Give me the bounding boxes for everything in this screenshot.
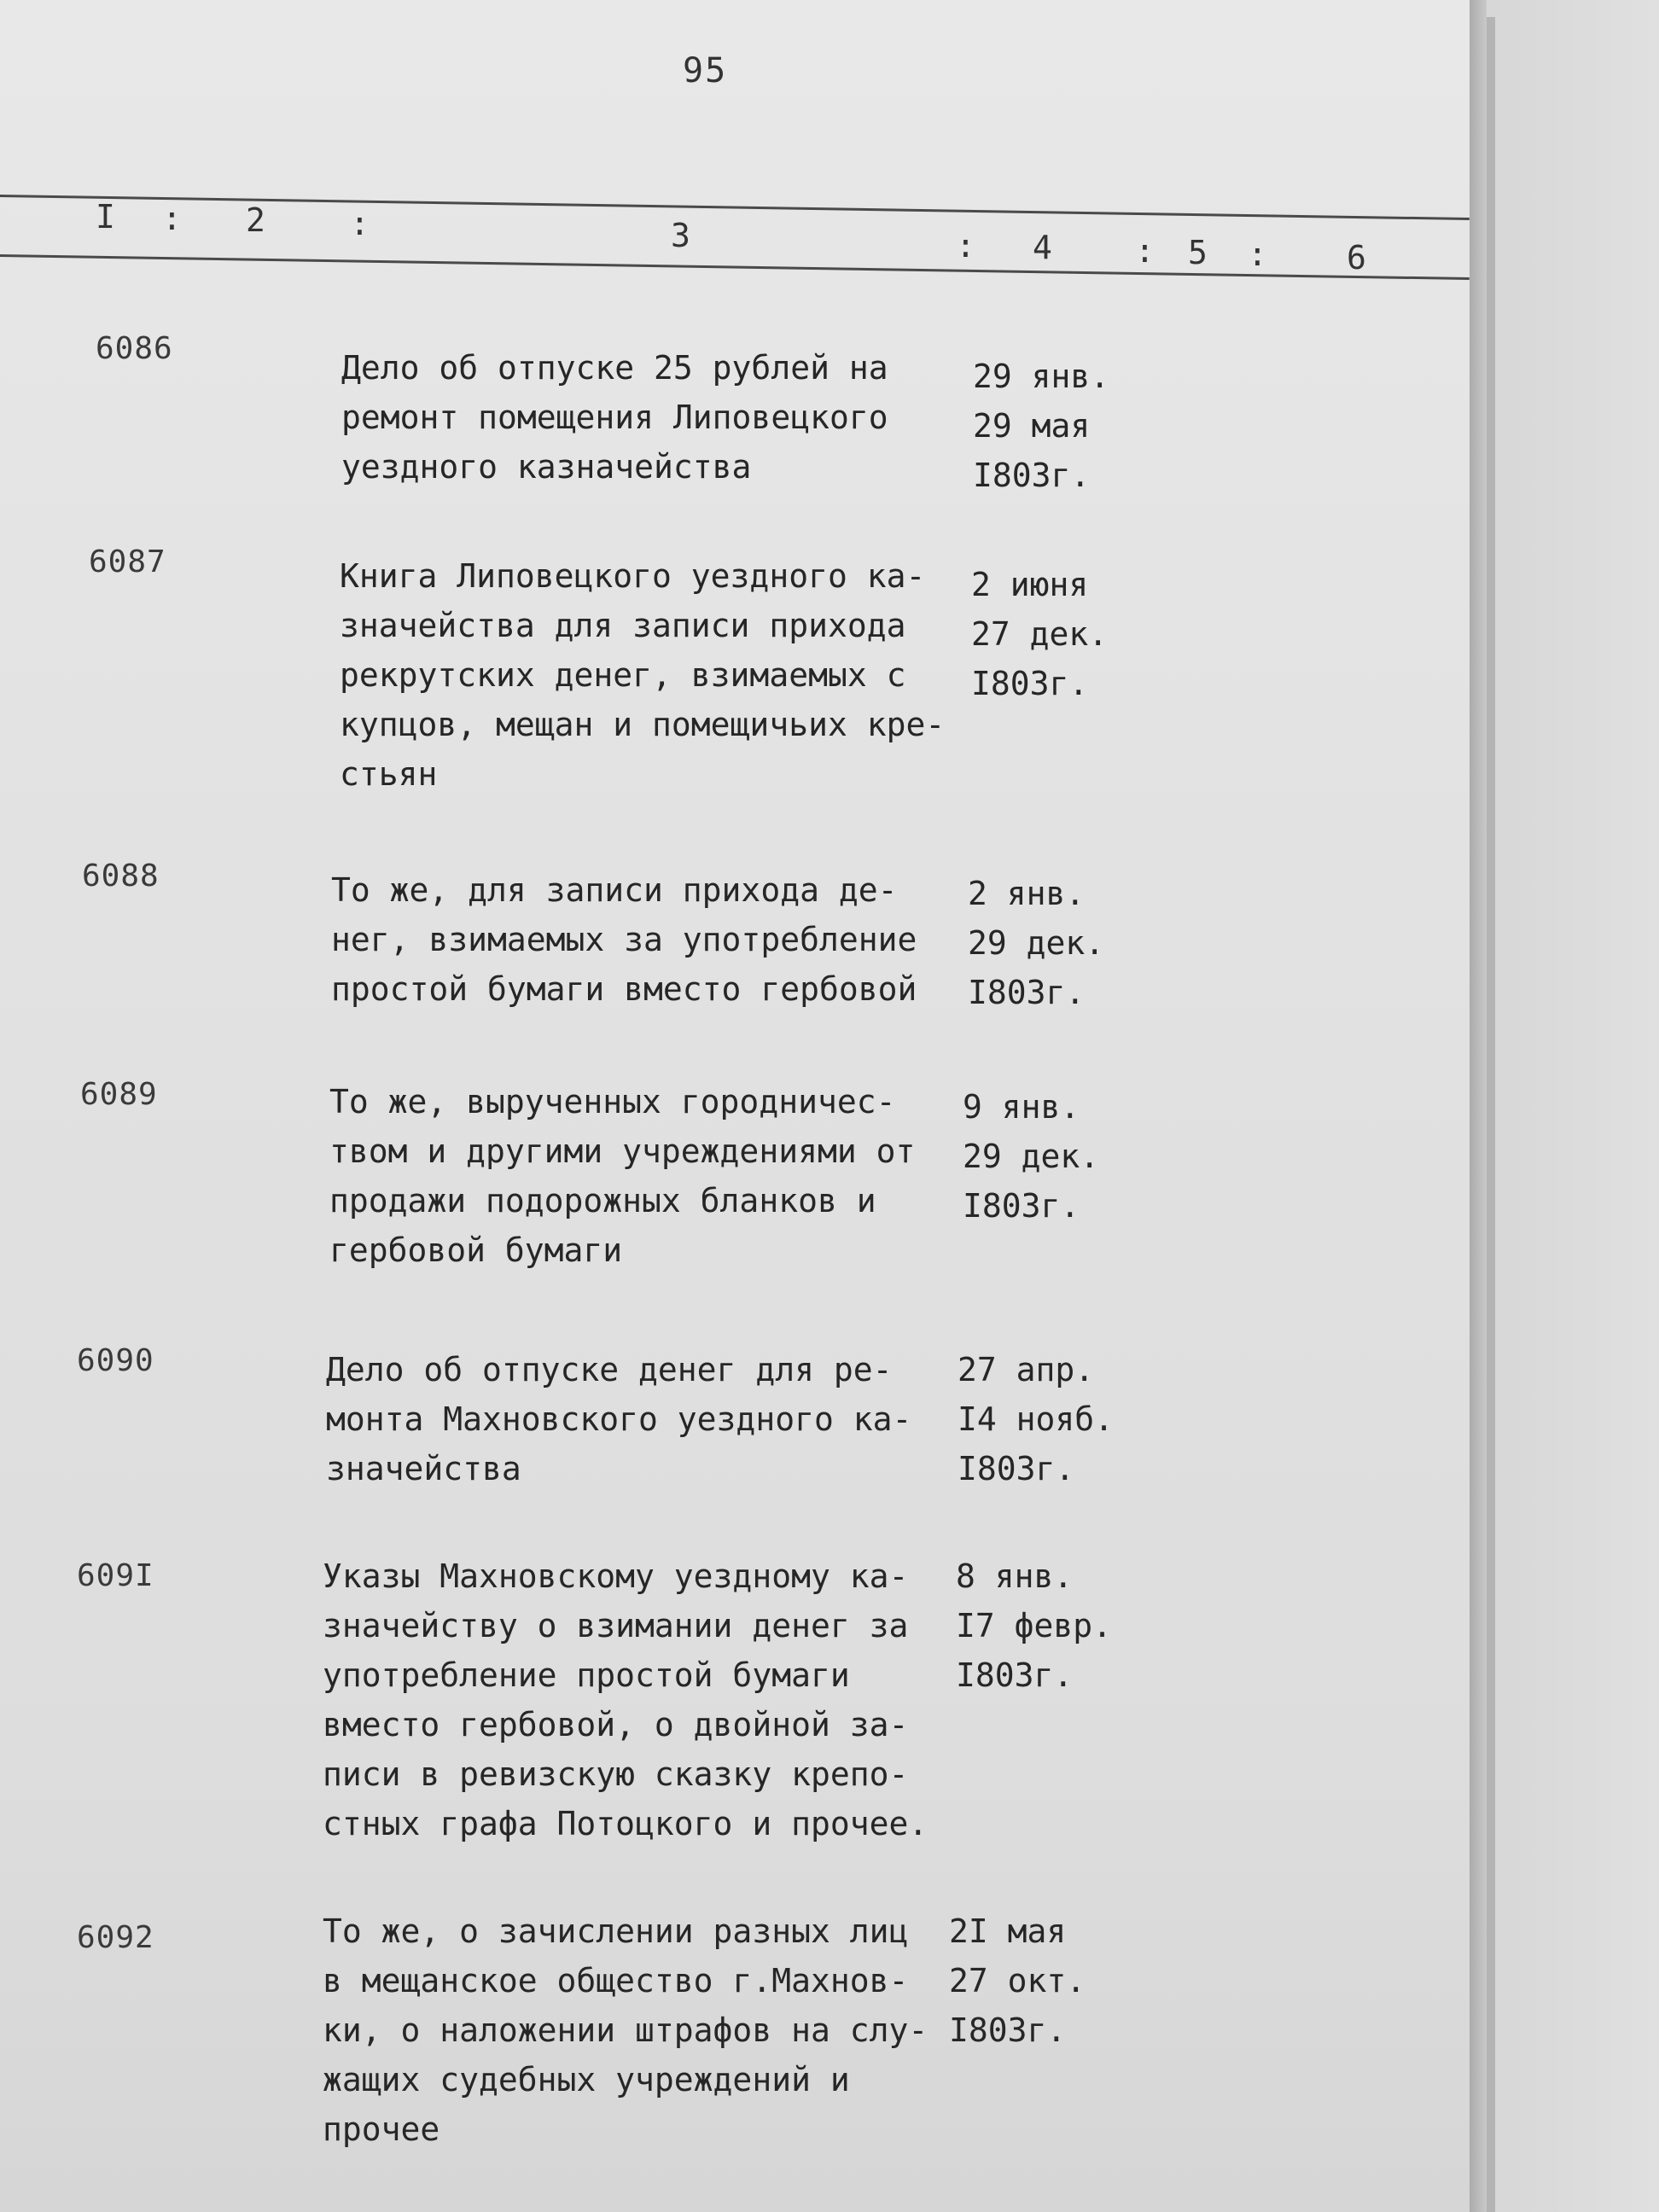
entry-description-line: ки, о наложении штрафов на слу- [323, 2011, 928, 2049]
column-header-3: 3 [671, 217, 690, 254]
entry-description-line: нег, взимаемых за употребление [331, 921, 917, 958]
entry-dates [958, 1345, 1145, 1493]
entry-date-end: 27 окт. [949, 1962, 1086, 2000]
entry-description-line: купцов, мещан и помещичьих кре- [340, 706, 946, 743]
entry-date-start: 2 июня [971, 566, 1089, 603]
entry-date-start: 9 янв. [963, 1088, 1080, 1126]
entry-dates [949, 1906, 1137, 2055]
entry-description-line: Дело об отпуске денег для ре- [326, 1351, 893, 1388]
entry-date-end: 27 дек. [971, 615, 1109, 653]
entry-description-line: То же, вырученных городничес- [329, 1083, 896, 1121]
entry-description [323, 1906, 971, 2154]
entry-description-line: монта Махновского уездного ка- [326, 1400, 912, 1438]
column-header-6: 6 [1347, 239, 1366, 276]
page-number: 95 [683, 51, 728, 90]
entry-description-line: Дело об отпуске 25 рублей на [341, 349, 888, 387]
entry-description-line: продажи подорожных бланков и [329, 1182, 876, 1220]
entry-date-end: 29 дек. [968, 924, 1105, 962]
column-separator: : [1248, 236, 1267, 273]
column-separator: : [1135, 232, 1155, 270]
entry-number: 6090 [77, 1343, 154, 1378]
entry-date-start: 8 янв. [956, 1557, 1074, 1595]
entry-description-line: рекрутских денег, взимаемых с [340, 656, 906, 694]
entry-date-end: I7 февр. [956, 1607, 1113, 1644]
entry-date-year: I803г. [963, 1187, 1080, 1225]
entry-description [329, 1077, 978, 1275]
entry-description-line: стьян [340, 755, 438, 793]
header-rule-top [0, 195, 1470, 220]
entry-date-start: 27 апр. [958, 1351, 1095, 1388]
entry-description-line: уездного казначейства [341, 448, 752, 486]
entry-number: 6092 [77, 1920, 154, 1955]
entry-dates [956, 1551, 1144, 1700]
entry-number: 609I [77, 1558, 154, 1593]
entry-description [331, 865, 980, 1014]
entry-description-line: в мещанское общество г.Махнов- [323, 1962, 909, 2000]
column-header-1: I [96, 198, 115, 236]
column-separator: : [956, 227, 975, 265]
entry-description-line: жащих судебных учреждений и [323, 2061, 850, 2098]
entry-description-line: значейства для записи прихода [340, 607, 906, 644]
entry-date-year: I803г. [971, 665, 1089, 702]
entry-number: 6086 [96, 331, 173, 366]
entry-description-line: употребление простой бумаги [323, 1656, 850, 1694]
entry-description-line: писи в ревизскую сказку крепо- [323, 1755, 909, 1793]
column-header-5: 5 [1188, 234, 1208, 271]
entry-description-line: вместо гербовой, о двойной за- [323, 1706, 909, 1743]
entry-date-end: I4 нояб. [958, 1400, 1115, 1438]
entry-description [326, 1345, 975, 1493]
entry-number: 6089 [80, 1077, 158, 1112]
entry-description-line: твом и другими учреждениями от [329, 1132, 916, 1170]
entry-date-end: 29 дек. [963, 1138, 1100, 1175]
entry-description-line: То же, для записи прихода де- [331, 871, 898, 909]
entry-date-start: 2I мая [949, 1912, 1067, 1950]
entry-dates [973, 352, 1161, 500]
entry-description-line: гербовой бумаги [329, 1231, 623, 1269]
entry-date-year: I803г. [949, 2011, 1067, 2049]
entry-date-year: I803г. [973, 457, 1091, 494]
entry-description-line: значейству о взимании денег за [323, 1607, 909, 1644]
entry-description-line: Указы Махновскому уездному ка- [323, 1557, 909, 1595]
entry-number: 6088 [82, 859, 160, 894]
entry-date-start: 29 янв. [973, 358, 1110, 395]
entry-description-line: простой бумаги вместо гербовой [331, 970, 917, 1008]
entry-date-year: I803г. [958, 1450, 1075, 1487]
entry-dates [971, 560, 1159, 708]
entry-date-end: 29 мая [973, 407, 1091, 445]
entry-date-year: I803г. [968, 974, 1086, 1011]
column-separator: : [350, 205, 370, 242]
column-separator: : [162, 200, 182, 237]
entry-date-year: I803г. [956, 1656, 1074, 1694]
entry-description [340, 551, 988, 799]
page-edge-line [1487, 17, 1495, 2212]
entry-description-line: То же, о зачислении разных лиц [323, 1912, 909, 1950]
entry-date-start: 2 янв. [968, 875, 1086, 912]
entry-description-line: значейства [326, 1450, 521, 1487]
entry-description-line: прочее [323, 2110, 440, 2148]
column-header-4: 4 [1033, 229, 1052, 266]
entry-number: 6087 [89, 544, 166, 579]
page-edge-shadow [1468, 0, 1487, 2212]
entry-description-line: Книга Липовецкого уездного ка- [340, 557, 926, 595]
column-header-2: 2 [246, 201, 265, 239]
entry-description [341, 343, 990, 492]
entry-description-line: ремонт помещения Липовецкого [341, 399, 888, 436]
entry-description-line: стных графа Потоцкого и прочее. [323, 1805, 928, 1842]
entry-dates [963, 1082, 1150, 1231]
entry-description [323, 1551, 971, 1848]
entry-dates [968, 869, 1155, 1017]
